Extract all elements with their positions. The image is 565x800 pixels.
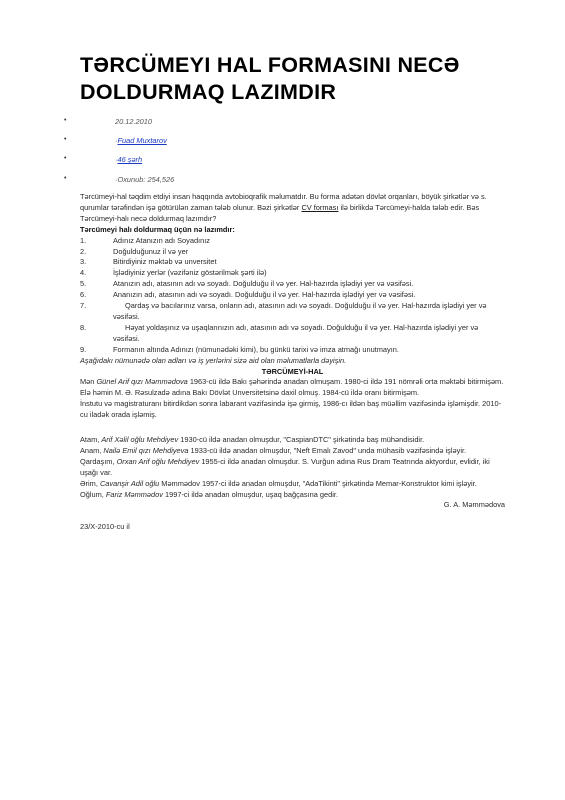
reads-count: Oxunub: 254,526 [117, 174, 175, 184]
article-body [80, 192, 505, 533]
family-brother: Qardaşım, Orxan Arif oğlu Mehdiyev 1955-ci ildə anadan olmuşdur. S. Vurğun adına Rus Dram Teatrında aktyordur, evlidir, iki uşağı var. [80, 456, 490, 477]
bullet-icon: • [64, 174, 67, 182]
page-title: TƏRCÜMEYI HAL FORMASINI NECƏ DOLDURMAQ LAZIMDIR [80, 53, 460, 104]
list-item: 4. İşlədiyiniz yerlər (vəzifəniz göstərilmək şərti ilə) [80, 268, 267, 278]
requirements-list [80, 236, 505, 356]
list-item: 5. Atanızın adı, atasının adı və soyadı. Doğulduğu il və yer. Hal-hazırda işlədiyi yer və vəsifəsi. [80, 279, 414, 289]
family-son: Oğlum, Fariz Məmmədov 1997-ci ildə anadan olmuşdur, uşaq bağçasına gedir. [80, 489, 339, 499]
family-mother: Anam, Nailə Emil qızı Mehdiyeva 1933-cü ildə anadan olmuşdur, "Neft Emalı Zavod" unda mühasib vəzifəsində işləyir. [80, 445, 467, 455]
list-item: 6. Ananızın adı, atasının adı və soyadı. Doğulduğu il və yer. Hal-hazırda işlədiyi yer və vəsifəsi. [80, 290, 416, 300]
bullet-icon: • [64, 136, 67, 144]
sample-note: Aşağıdakı nümunədə olan adları və iş yerlərini sizə aid olan məlumatlarla dəyişin. [80, 355, 347, 365]
list-item: 7. Qardaş və bacılarınız varsa, onların adı, atasının adı və soyadı. Doğulduğu il və yer. Hal-hazırda işlədiyi yer və vəsifəsi. [80, 301, 487, 321]
list-heading: Tərcümeyi halı doldurmaq üçün nə lazımdır: [80, 224, 235, 234]
meta-reads: • ·Oxunub: 254,526 [64, 174, 175, 184]
meta-author: • ·Fuad Muxtarov [64, 136, 167, 146]
cv-form-link[interactable]: CV forması [301, 202, 339, 212]
list-item: 9. Formanın altında Adınızı (nümunədəki kimi), bu günkü tarixi və imza atmağı unutmayın. [80, 344, 399, 354]
comments-link[interactable]: 46 şərh [117, 155, 143, 165]
family-father: Atam, Arif Xəlil oğlu Mehdiyev 1930-cü ildə anadan olmuşdur, "CaspianDTC" şirkətində baş mühəndisidir. [80, 435, 425, 445]
meta-date-value: 20.12.2010 [115, 117, 152, 126]
bio-paragraph: Mən Günel Arif qızı Məmmədova 1963-cü ildə Bakı şəhərində anadan olmuşam. 1980-ci ildə 191 nömrəli orta məktəbi bitirmişəm. Elə həmin M. Ə. Rəsulzadə adına Bakı Dövlət Unversitetsinə daxil olmuş. 1984-cü ildə oranı bitirmişəm. [80, 377, 504, 398]
list-item: 1. Adınız Atanızın adı Soyadınız [80, 235, 210, 245]
article-meta [64, 117, 364, 194]
bullet-icon: • [64, 155, 67, 163]
intro-paragraph: Tərcümeyi-hal təqdim etdiyi insan haqqında avtobioqrafik məlumatdır. Bu forma adətən dövlət orqanları, böyük şirkətlər və s. qurumlar tərəfindən işə götürülən zaman tələb olunur. Bəzi şirkətlər CV forması ilə birlikdə Tərcümeyi-halda tələb edir. Bəs Tərcümeyi-halı necə doldurmaq lazımdır? [80, 192, 487, 223]
bullet-icon: • [64, 117, 67, 124]
list-item: 3. Bitirdiyiniz məktəb və unversitet [80, 257, 217, 267]
family-husband: Ərim, Cavanşir Adil oğlu Məmmədov 1957-ci ildə anadan olmuşdur, "AdaTikinti" şirkətində Memar-Konstruktor kimi işləyir. [80, 478, 477, 488]
author-link[interactable]: Fuad Muxtarov [117, 136, 167, 146]
meta-comments: • ·46 şərh [64, 155, 143, 165]
list-item: 2. Doğulduğunuz il və yer [80, 246, 189, 256]
signed-date: 23/X-2010-cu il [80, 522, 130, 532]
list-item: 8. Həyat yoldaşınız və uşaqlarınızın adı, atasının adı və soyadı. Doğulduğu il və yer. Hal-hazırda işlədiyi yer və vəsifəsi. [80, 322, 479, 343]
career-paragraph: İnstutu və magistraturanı bitirdikdən sonra labarant vəzifəsində işə girmiş, 1986-cı ildən baş müəllim vəzifəsində işləmişdir. 2010-cu iladək orada işləmiş. [80, 399, 502, 420]
meta-date [64, 117, 364, 136]
signature: G. A. Məmmədova [443, 500, 505, 510]
form-title: TƏRCÜMEYİ-HAL [261, 366, 324, 376]
